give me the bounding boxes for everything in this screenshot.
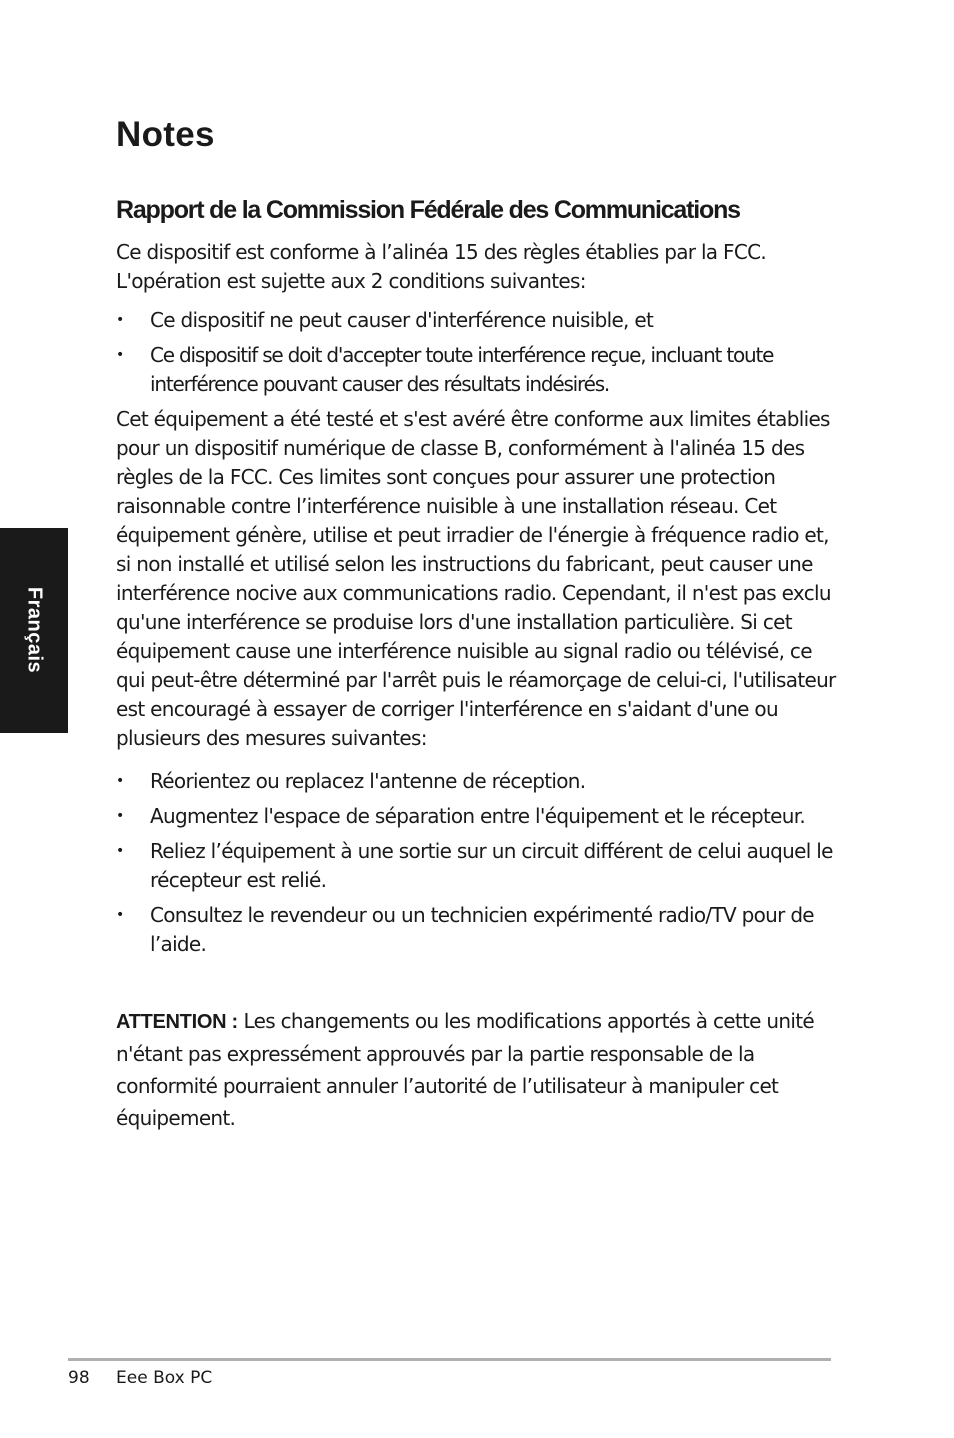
conditions-list — [116, 306, 836, 399]
product-name: Eee Box PC — [116, 1368, 213, 1388]
list-item: • Ce dispositif se doit d'accepter toute interférence reçue, incluant toute interférence pouvant causer des résultats indésirés. — [116, 341, 836, 399]
page-content — [116, 112, 836, 1134]
page-footer — [68, 1366, 212, 1390]
footer-divider — [68, 1358, 831, 1361]
list-item: • Ce dispositif ne peut causer d'interférence nuisible, et — [116, 306, 836, 335]
page-number: 98 — [68, 1368, 90, 1388]
list-item: • Réorientez ou replacez l'antenne de réception. — [116, 767, 836, 796]
body-paragraph: Cet équipement a été testé et s'est avéré être conforme aux limites établies pour un dispositif numérique de classe B, conformément à l'alinéa 15 des règles de la FCC. Ces limites sont conçues pour assurer une protection raisonnable contre l’interférence nuisible à une installation réseau. Cet équipement génère, utilise et peut irradier de l'énergie à fréquence radio et, si non installé et utilisé selon les instructions du fabricant, peut causer une interférence nocive aux communications radio. Cependant, il n'est pas exclu qu'une interférence se produise lors d'une installation particulière. Si cet équipement cause une interférence nuisible au signal radio ou télévisé, ce qui peut-être déterminé par l'arrêt puis le réamorçage de celui-ci, l'utilisateur est encouragé à essayer de corriger l'interférence en s'aidant d'une ou plusieurs des mesures suivantes: — [116, 407, 836, 750]
list-item: • Augmentez l'espace de séparation entre l'équipement et le récepteur. — [116, 802, 836, 831]
section-heading: Rapport de la Commission Fédérale des Communications — [116, 196, 740, 224]
attention-text: Les changements ou les modifications apportés à cette unité n'étant pas expressément approuvés par la partie responsable de la conformité pourraient annuler l’autorité de l’utilisateur à manipuler cet équipement. — [116, 1009, 814, 1130]
attention-label: ATTENTION : — [116, 1011, 238, 1033]
language-tab — [0, 528, 68, 733]
page-title: Notes — [116, 115, 215, 154]
attention-note — [116, 1005, 836, 1134]
list-item: • Consultez le revendeur ou un technicien expérimenté radio/TV pour de l’aide. — [116, 901, 836, 959]
list-item: • Reliez l’équipement à une sortie sur un circuit différent de celui auquel le récepteur est relié. — [116, 837, 836, 895]
intro-paragraph: Ce dispositif est conforme à l’alinéa 15 des règles établies par la FCC. L'opération est sujette aux 2 conditions suivantes: — [116, 240, 767, 293]
language-tab-label: Français — [23, 586, 46, 674]
measures-list — [116, 767, 836, 959]
